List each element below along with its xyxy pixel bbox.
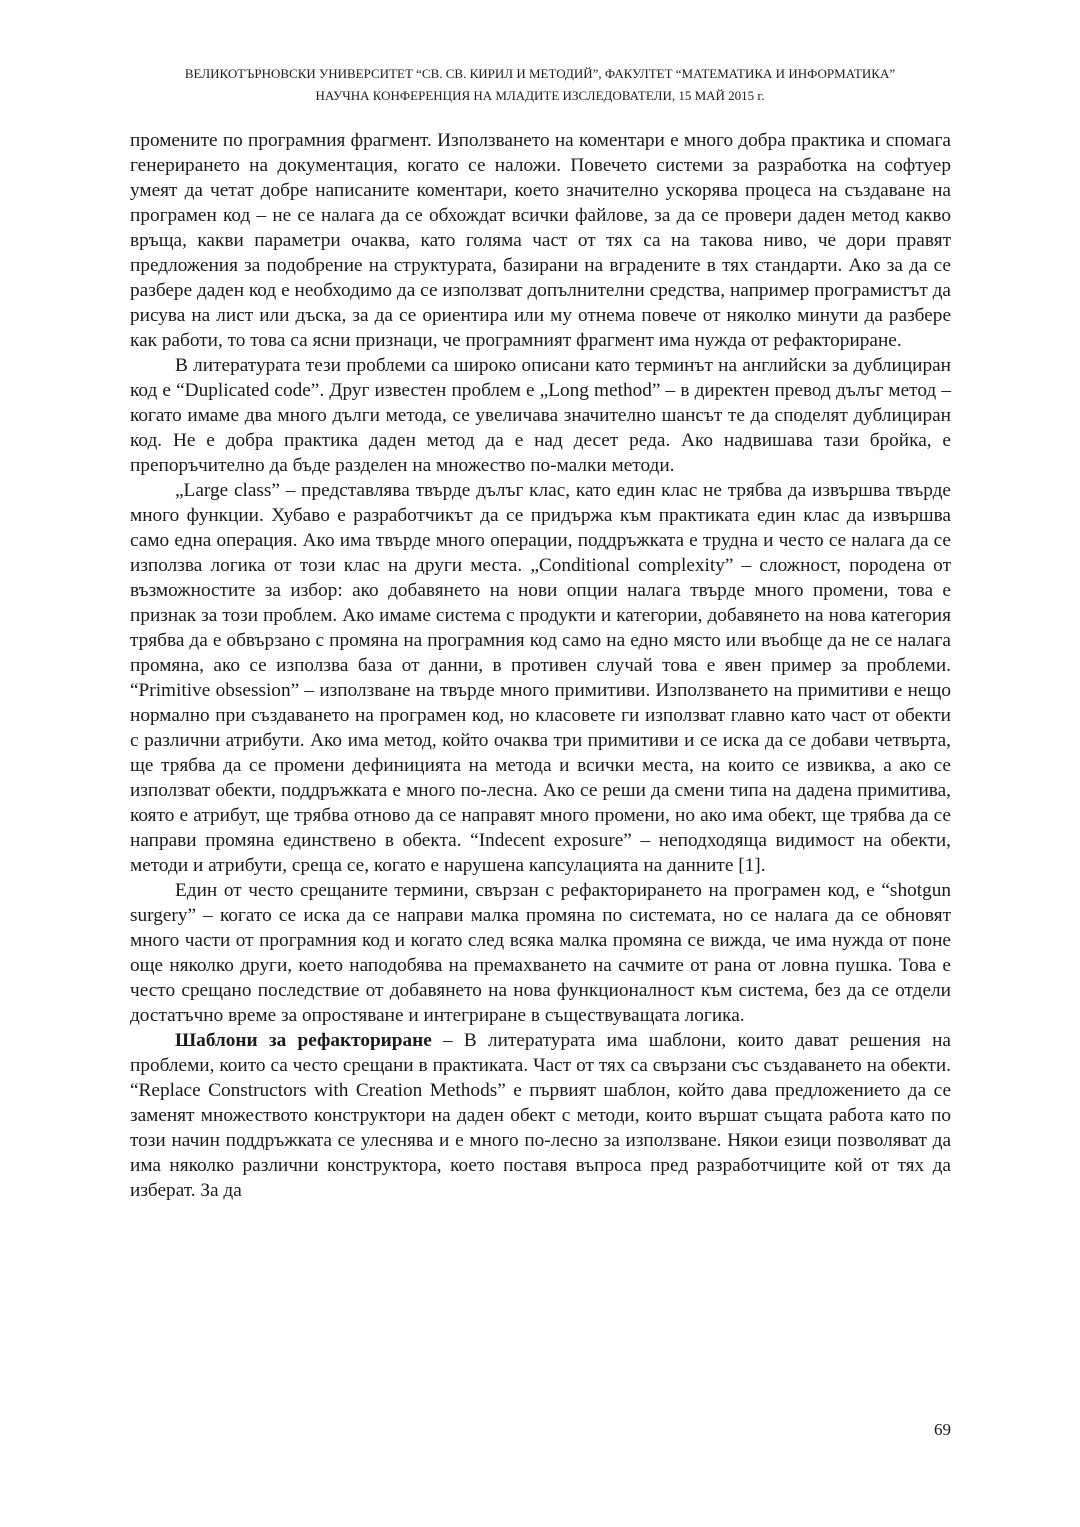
running-header (0, 63, 1080, 107)
header-conference-line: НАУЧНА КОНФЕРЕНЦИЯ НА МЛАДИТЕ ИЗСЛЕДОВАТЕЛИ, 15 МАЙ 2015 г. (315, 88, 765, 103)
section-lead-bold: Шаблони за рефакториране (175, 1030, 432, 1051)
paragraph-patterns-text: – В литературата има шаблони, които дават решения на проблеми, които са често срещани в практиката. Част от тях са свързани със създаването на обекти. “Replace Constructors with Creation Methods” е първият шаблон, който дава предложението да се заменят множеството конструктори на даден обект с методи, които вършат същата работа като по този начин поддръжката се улеснява и е много по-лесно за използване. Някои езици позволяват да има няколко различни конструктора, което поставя въпроса пред разработчиците кой от тях да изберат. За да (130, 1030, 951, 1201)
page-number: 69 (934, 1420, 951, 1439)
paragraph-refactoring-patterns (130, 1028, 951, 1203)
header-university-line: ВЕЛИКОТЪРНОВСКИ УНИВЕРСИТЕТ “СВ. СВ. КИРИЛ И МЕТОДИЙ”, ФАКУЛТЕТ “МАТЕМАТИКА И ИНФОРМАТИКА” (184, 66, 896, 81)
paragraph-large-class: „Large class” – представлява твърде дълъг клас, като един клас не трябва да извършва твърде много функции. Хубаво е разработчикът да се придържа към практиката един клас да извършва само една операция. Ако има твърде много операции, поддръжката е трудна и често се налага да се използва логика от този клас на други места. „Conditional complexity” – сложност, породена от възможностите за избор: ако добавянето на нови опции налага твърде много промени, това е признак за този проблем. Ако имаме система с продукти и категории, добавянето на нова категория трябва да е обвързано с промяна на програмния код само на едно място или въобще да не се налага промяна, ако се използва база от данни, в противен случай това е явен пример за проблеми. “Primitive obsession” – използване на твърде много примитиви. Използването на примитиви е нещо нормално при създаването на програмен код, но класовете ги използват главно като част от обекти с различни атрибути. Ако има метод, който очаква три примитиви и се иска да се добави четвърта, ще трябва да се промени дефиницията на метода и всички места, на които се извиква, а ако се използват обекти, поддръжката е много по-лесна. Ако се реши да смени типа на дадена примитива, която е атрибут, ще трябва отново да се направят много промени, но ако има обект, ще трябва да се направи промяна единствено в обекта. “Indecent exposure” – неподходяща видимост на обекти, методи и атрибути, среща се, когато е нарушена капсулацията на данните [1]. (130, 480, 951, 876)
paragraph-continuation: промените по програмния фрагмент. Използването на коментари е много добра практика и спомага генерирането на документация, когато се наложи. Повечето системи за разработка на софтуер умеят да четат добре написаните коментари, което значително ускорява процеса на създаване на програмен код – не се налага да се обхождат всички файлове, за да се провери даден метод какво връща, какви параметри очаква, като голяма част от тях са на такова ниво, че дори правят предложения за подобрение на структурата, базирани на вградените в тях стандарти. Ако за да се разбере даден код е необходимо да се използват допълнителни средства, например програмистът да рисува на лист или дъска, за да се ориентира или му отнема повече от няколко минути да разбере как работи, то това са ясни признаци, че програмният фрагмент има нужда от рефакториране. (130, 130, 951, 351)
body-text (130, 128, 951, 1203)
paragraph-shotgun-surgery: Един от често срещаните термини, свързан с рефакторирането на програмен код, е “shotgun surgery” – когато се иска да се направи малка промяна по системата, но се налага да се обновят много части от програмния код и когато след всяка малка промяна се вижда, че има нужда от поне още няколко други, което наподобява на премахването на сачмите от рана от ловна пушка. Това е често срещано последствие от добавянето на нова функционалност към система, без да се отдели достатъчно време за опростяване и интегриране в съществуващата логика. (130, 880, 951, 1026)
paragraph-duplicated-code: В литературата тези проблеми са широко описани като терминът на английски за дублициран код е “Duplicated code”. Друг известен проблем е „Long method” – в директен превод дълъг метод – когато имаме два много дълги метода, се увеличава значително шансът те да споделят дублициран код. Не е добра практика даден метод да е над десет реда. Ако надвишава тази бройка, е препоръчително да бъде разделен на множество по-малки методи. (130, 355, 951, 476)
